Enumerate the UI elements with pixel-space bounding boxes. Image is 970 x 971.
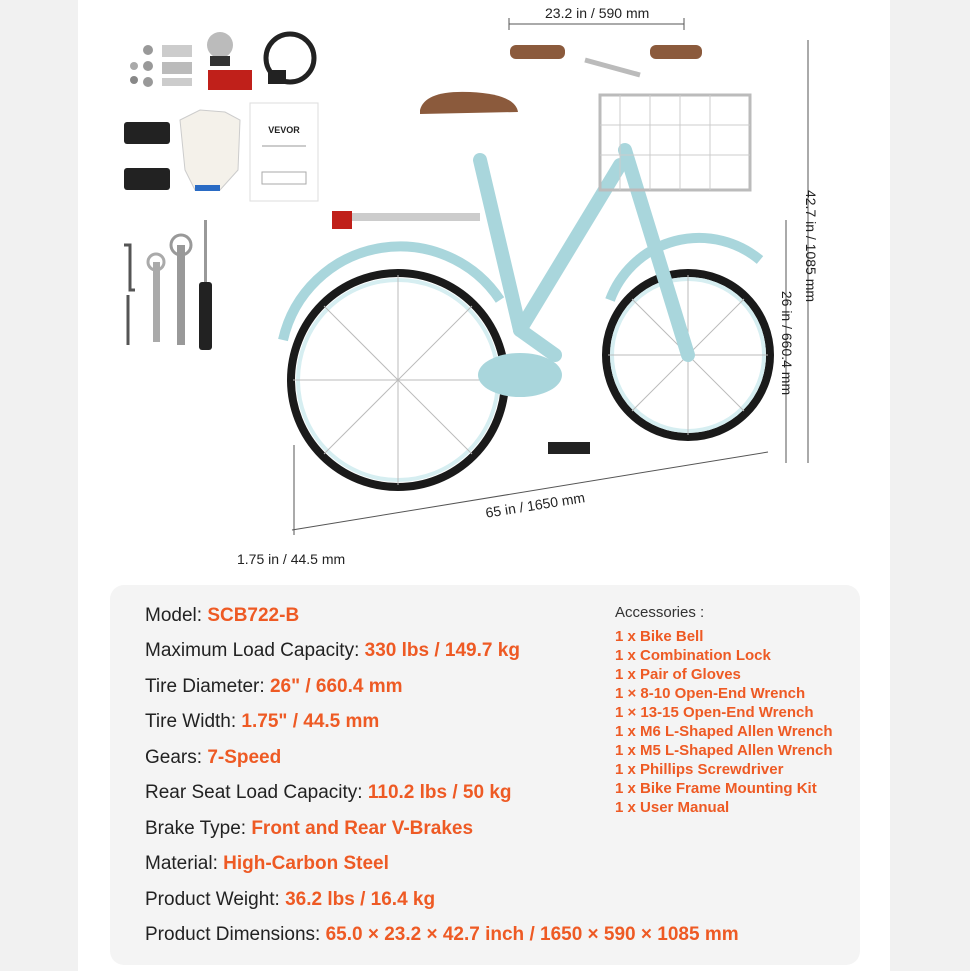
accessory-item: 1 x M6 L-Shaped Allen Wrench (615, 723, 833, 740)
accessory-item: 1 x User Manual (615, 799, 730, 816)
combination-lock-icon (266, 34, 314, 84)
pedal (548, 442, 590, 454)
accessory-item: 1 x M5 L-Shaped Allen Wrench (615, 742, 833, 759)
accessories-title: Accessories : (615, 604, 705, 621)
left-grip (510, 45, 565, 59)
spec-material: Material: High-Carbon Steel (145, 853, 389, 874)
spec-gears: Gears: 7-Speed (145, 747, 282, 768)
tire-width-dimension: 1.75 in / 44.5 mm (237, 551, 346, 567)
wheel-dimension: 26 in / 660.4 mm (779, 290, 796, 396)
spec-weight: Product Weight: 36.2 lbs / 16.4 kg (145, 889, 436, 910)
accessory-item: 1 x Bike Frame Mounting Kit (615, 780, 817, 797)
right-grip (650, 45, 702, 59)
handlebar (585, 60, 640, 75)
rear-rack (350, 213, 480, 221)
spec-rear-load: Rear Seat Load Capacity: 110.2 lbs / 50 kg (145, 782, 512, 803)
rear-reflector (332, 211, 352, 229)
spec-tire-width: Tire Width: 1.75" / 44.5 mm (145, 711, 380, 732)
accessory-item: 1 x Combination Lock (615, 647, 771, 664)
spec-tire-diameter: Tire Diameter: 26" / 660.4 mm (145, 676, 403, 697)
accessory-item: 1 × 8-10 Open-End Wrench (615, 685, 806, 702)
front-basket (600, 95, 750, 190)
svg-text:VEVOR: VEVOR (268, 125, 300, 135)
hardware-parts-icon (130, 45, 192, 87)
spec-dimensions: Product Dimensions: 65.0 × 23.2 × 42.7 inch / 1650 × 590 × 1085 mm (145, 924, 739, 945)
spec-model: Model: SCB722-B (145, 605, 300, 626)
accessory-item: 1 × 13-15 Open-End Wrench (615, 704, 814, 721)
width-dimension: 23.2 in / 590 mm (545, 5, 650, 21)
chain-guard (478, 353, 562, 397)
accessory-item: 1 x Pair of Gloves (615, 666, 741, 683)
accessory-item: 1 x Bike Bell (615, 628, 704, 645)
accessory-item: 1 x Phillips Screwdriver (615, 761, 784, 778)
gloves-icon (180, 110, 240, 191)
length-dimension: 65 in / 1650 mm (484, 489, 587, 521)
user-manual-icon (250, 103, 318, 201)
bike-bell-icon (207, 32, 233, 66)
spec-max-load: Maximum Load Capacity: 330 lbs / 149.7 kg (145, 640, 520, 661)
tools-icon (124, 220, 212, 350)
reflector-icon (208, 70, 252, 90)
height-dimension: 42.7 in / 1085 mm (803, 189, 820, 303)
pedals-icon (124, 122, 170, 190)
spec-brake-type: Brake Type: Front and Rear V-Brakes (145, 818, 474, 839)
saddle (420, 92, 518, 114)
